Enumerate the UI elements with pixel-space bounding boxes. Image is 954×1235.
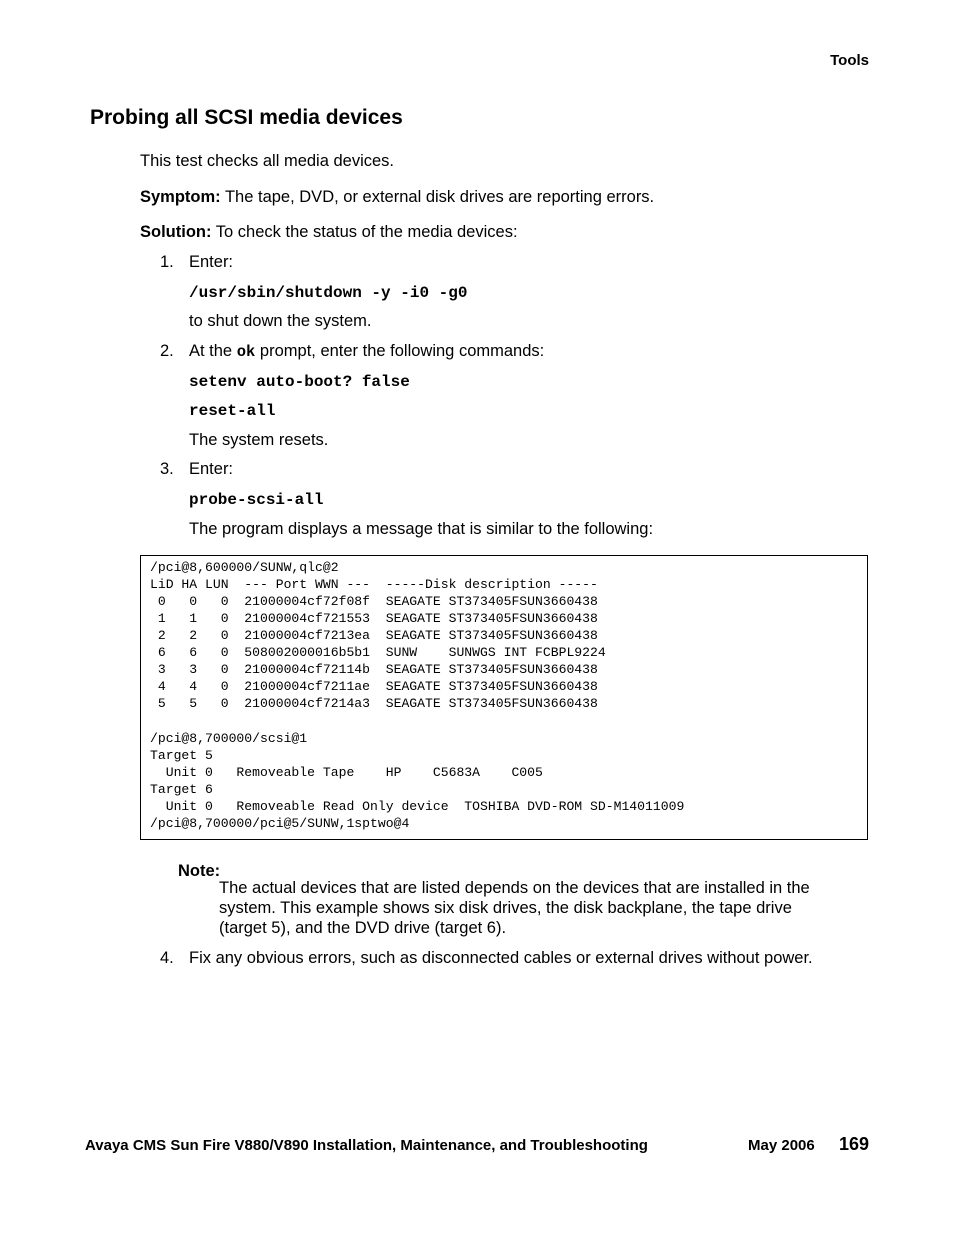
step-2-number: 2. <box>160 342 174 360</box>
symptom-label: Symptom: <box>140 188 221 206</box>
note-label: Note: <box>178 862 221 880</box>
step-1-text: Enter: <box>189 253 234 271</box>
note-text: The actual devices that are listed depends on the devices that are installed in the system. This example shows six disk drives, the disk backplane, the tape drive (target 5), and the DVD drive (target 6). <box>219 879 810 937</box>
output-line: /pci@8,600000/SUNW,qlc@2 <box>150 560 339 575</box>
output-line: 3 3 0 21000004cf72114b SEAGATE ST373405FSUN3660438 <box>150 662 598 677</box>
footer-document-title: Avaya CMS Sun Fire V880/V890 Installation, Maintenance, and Troubleshooting <box>85 1137 648 1154</box>
step-1-command: /usr/sbin/shutdown -y -i0 -g0 <box>189 284 468 302</box>
step-4-text: Fix any obvious errors, such as disconnected cables or external drives without power. <box>189 949 813 967</box>
step-3-result: The program displays a message that is similar to the following: <box>189 520 654 538</box>
intro-paragraph: This test checks all media devices. <box>140 152 395 170</box>
step-2-text-before: At the <box>189 342 233 360</box>
step-2-result: The system resets. <box>189 431 329 449</box>
page-number: 169 <box>839 1134 870 1154</box>
output-line: Unit 0 Removeable Tape HP C5683A C005 <box>150 765 543 780</box>
output-line: 0 0 0 21000004cf72f08f SEAGATE ST373405FSUN3660438 <box>150 594 598 609</box>
output-line: /pci@8,700000/pci@5/SUNW,1sptwo@4 <box>150 816 410 831</box>
output-line: 2 2 0 21000004cf7213ea SEAGATE ST373405FSUN3660438 <box>150 628 598 643</box>
output-line: /pci@8,700000/scsi@1 <box>150 731 308 746</box>
step-1-result: to shut down the system. <box>189 312 372 330</box>
output-line: 6 6 0 508002000016b5b1 SUNW SUNWGS INT FCBPL9224 <box>150 645 606 660</box>
output-line: 5 5 0 21000004cf7214a3 SEAGATE ST373405FSUN3660438 <box>150 696 598 711</box>
solution-text: To check the status of the media devices: <box>215 223 518 241</box>
command-output-box <box>140 555 868 840</box>
output-line: 1 1 0 21000004cf721553 SEAGATE ST373405FSUN3660438 <box>150 611 598 626</box>
symptom-text: The tape, DVD, or external disk drives are reporting errors. <box>224 188 655 206</box>
step-2-command-1: setenv auto-boot? false <box>189 373 410 391</box>
output-line: Unit 0 Removeable Read Only device TOSHIBA DVD-ROM SD-M14011009 <box>150 799 685 814</box>
solution-paragraph <box>140 223 518 242</box>
step-1-number: 1. <box>160 253 174 271</box>
symptom-paragraph <box>140 188 654 207</box>
section-title: Probing all SCSI media devices <box>90 106 403 129</box>
solution-label: Solution: <box>140 223 212 241</box>
output-line: LiD HA LUN --- Port WWN --- -----Disk description ----- <box>150 577 598 592</box>
ok-prompt-code: ok <box>236 343 256 361</box>
running-header: Tools <box>830 52 869 69</box>
output-line: Target 6 <box>150 782 213 797</box>
step-2-text <box>189 342 544 361</box>
output-line: 4 4 0 21000004cf7211ae SEAGATE ST373405FSUN3660438 <box>150 679 598 694</box>
step-3-number: 3. <box>160 460 174 478</box>
step-3-command: probe-scsi-all <box>189 491 324 509</box>
output-line: Target 5 <box>150 748 213 763</box>
step-2-command-2: reset-all <box>189 402 276 420</box>
footer-date: May 2006 <box>748 1137 815 1154</box>
step-4-number: 4. <box>160 949 174 967</box>
step-2-text-after: prompt, enter the following commands: <box>259 342 545 360</box>
step-3-text: Enter: <box>189 460 234 478</box>
